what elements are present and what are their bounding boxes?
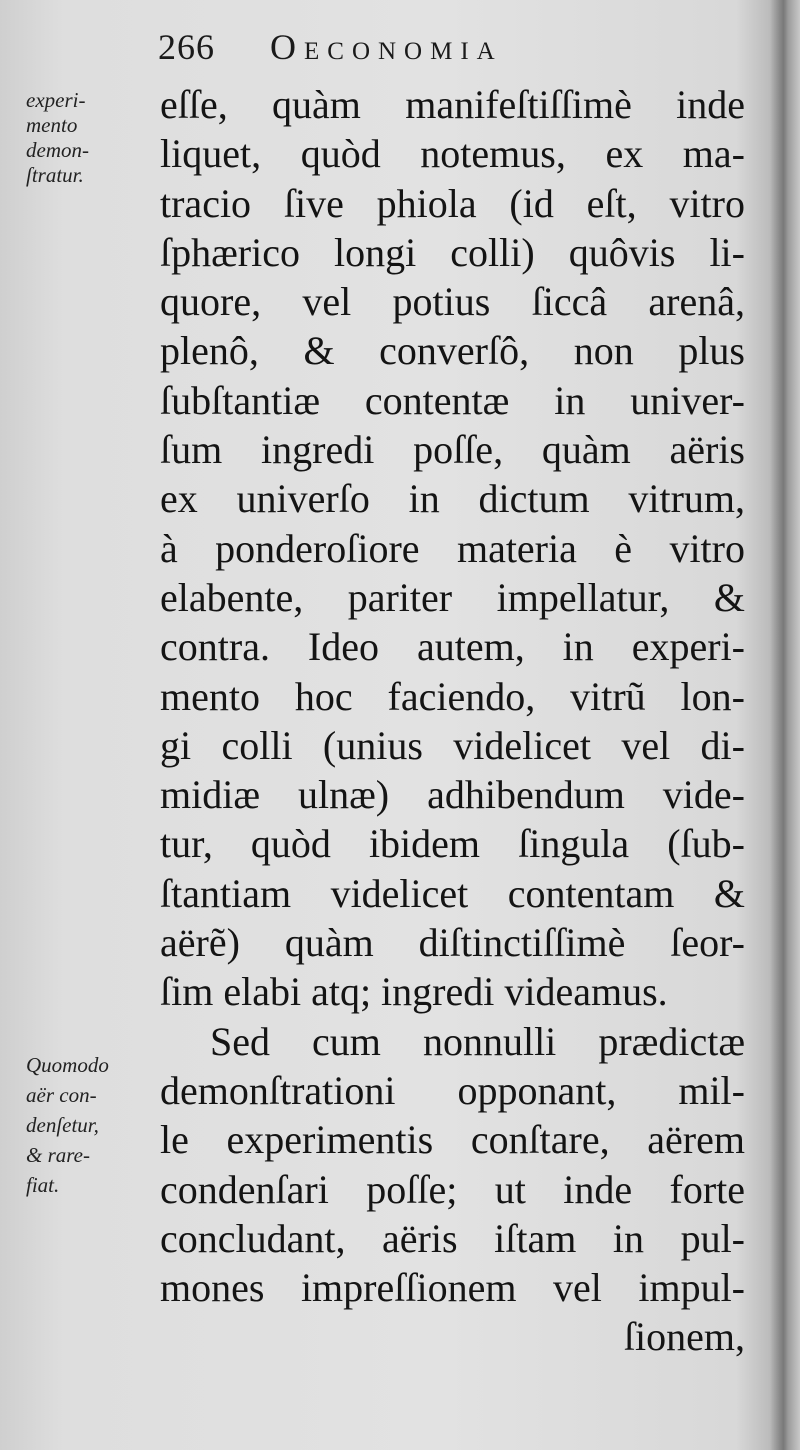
margin-note-line: experi- [26, 88, 86, 112]
text-line: demonſtrationi opponant, mil- [160, 1067, 745, 1113]
text-line: tracio ſive phiola (id eſt, vitro [160, 180, 745, 226]
text-line: Sed cum nonnulli prædictæ [210, 1018, 745, 1064]
text-line: ſtantiam videlicet contentam & [160, 870, 745, 916]
text-line: condenſari poſſe; ut inde forte [160, 1166, 745, 1212]
page-header [158, 22, 628, 70]
margin-note-quomodo [26, 1050, 154, 1200]
text-line: aërẽ) quàm diſtinctiſſimè ſeor- [160, 920, 745, 966]
running-head: Oeconomia [270, 27, 503, 67]
text-line: elabente, pariter impellatur, & [160, 574, 745, 620]
margin-note-line: ſtratur. [26, 163, 84, 187]
text-line: ſphærico longi colli) quôvis li- [160, 229, 745, 275]
text-line: tur, quòd ibidem ſingula (ſub- [160, 821, 745, 867]
body-text [160, 80, 745, 1362]
text-line: liquet, quòd notemus, ex ma- [160, 131, 745, 177]
text-line: plenô, & converſô, non plus [160, 328, 745, 374]
margin-note-line: Quomodo [26, 1053, 109, 1077]
margin-note-line: aër con- [26, 1083, 97, 1107]
margin-note-experimento [26, 88, 154, 188]
text-line: mones impreſſionem vel impul- [160, 1265, 745, 1311]
text-line: mento hoc faciendo, vitrũ lon- [160, 673, 745, 719]
margin-note-line: mento [26, 113, 78, 137]
text-line: le experimentis conſtare, aërem [160, 1117, 745, 1163]
text-line: quore, vel potius ſiccâ arenâ, [160, 279, 745, 325]
page-edge-shadow [770, 0, 800, 1450]
text-line: à ponderoſiore materia è vitro [160, 525, 745, 571]
margin-note-line: demon- [26, 138, 89, 162]
page-number: 266 [158, 27, 215, 67]
text-line: ex univerſo in dictum vitrum, [160, 476, 745, 522]
text-line: concludant, aëris iſtam in pul- [160, 1215, 745, 1261]
margin-note-line: & rare- [26, 1143, 90, 1167]
text-line: contra. Ideo autem, in experi- [160, 624, 745, 670]
catchword-line: ſionem, [623, 1314, 745, 1360]
text-line: eſſe, quàm manifeſtiſſimè inde [160, 82, 745, 127]
text-line: gi colli (unius videlicet vel di- [160, 722, 745, 768]
text-line: ſubſtantiæ contentæ in univer- [160, 377, 745, 423]
text-line: ſim elabi atq; ingredi videamus. [160, 969, 668, 1015]
margin-note-line: denſetur, [26, 1113, 99, 1137]
margin-note-line: fiat. [26, 1173, 60, 1197]
text-line: midiæ ulnæ) adhibendum vide- [160, 772, 745, 818]
text-line: ſum ingredi poſſe, quàm aëris [160, 427, 745, 473]
